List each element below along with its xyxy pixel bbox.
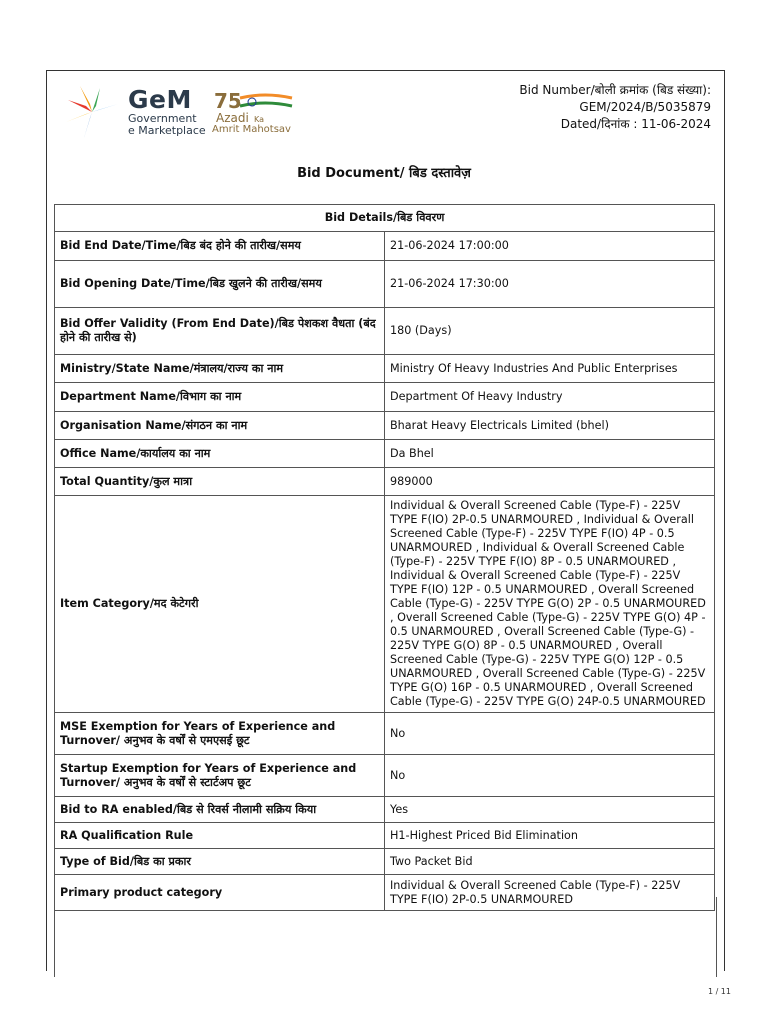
row-label: Startup Exemption for Years of Experience and Turnover/ अनुभव के वर्षों से स्टार्टअप छूट: [55, 755, 385, 797]
row-label: Total Quantity/कुल मात्रा: [55, 468, 385, 496]
table-row: [55, 468, 715, 496]
row-label: Office Name/कार्यालय का नाम: [55, 440, 385, 468]
row-label: MSE Exemption for Years of Experience and Turnover/ अनुभव के वर्षों से एमएसई छूट: [55, 713, 385, 755]
row-value: 989000: [385, 468, 715, 496]
dated-label: Dated/दिनांक :: [560, 117, 638, 131]
row-value: Bharat Heavy Electricals Limited (bhel): [385, 412, 715, 440]
row-value: Individual & Overall Screened Cable (Type-F) - 225V TYPE F(IO) 2P-0.5 UNARMOURED , Individual & Overall Screened Cable (Type-F) - 225V TYPE F(IO) 4P - 0.5 UNARMOURED , Individual & Overall Screened Cable (Type-F) - 225V TYPE F(IO) 8P - 0.5 UNARMOURED , Individual & Overall Screened Cable (Type-F) - 225V TYPE F(IO) 12P - 0.5 UNARMOURED , Overall Screened Cable (Type-G) - 225V TYPE G(O) 2P - 0.5 UNARMOURED , Overall Screened Cable (Type-G) - 225V TYPE G(O) 4P - 0.5 UNARMOURED , Overall Screened Cable (Type-G) - 225V TYPE G(O) 8P - 0.5 UNARMOURED , Overall Screened Cable (Type-G) - 225V TYPE G(O) 12P - 0.5 UNARMOURED , Overall Screened Cable (Type-G) - 225V TYPE G(O) 16P - 0.5 UNARMOURED , Overall Screened Cable (Type-G) - 225V TYPE G(O) 24P-0.5 UNARMOURED: [385, 496, 715, 713]
row-label: Type of Bid/बिड का प्रकार: [55, 849, 385, 875]
row-value: Ministry Of Heavy Industries And Public Enterprises: [385, 355, 715, 383]
row-label: Bid Opening Date/Time/बिड खुलने की तारीख/समय: [55, 261, 385, 308]
row-value: Da Bhel: [385, 440, 715, 468]
row-value: 21-06-2024 17:00:00: [385, 232, 715, 261]
bid-details-table: [54, 204, 715, 911]
row-value: Yes: [385, 797, 715, 823]
row-value: No: [385, 713, 715, 755]
table-row: [55, 355, 715, 383]
gem-line2: e Marketplace: [128, 124, 206, 137]
azadi-text: Azadi: [216, 111, 249, 125]
amrit-mahotsav-text: Amrit Mahotsav: [212, 124, 291, 134]
table-heading-row: [55, 205, 715, 232]
table-row: [55, 713, 715, 755]
gem-line1: Government: [128, 112, 197, 125]
table-row: [55, 496, 715, 713]
table-row: [55, 440, 715, 468]
row-label: Bid End Date/Time/बिड बंद होने की तारीख/समय: [55, 232, 385, 261]
page-number: 1 / 11: [707, 987, 731, 996]
table-row: [55, 849, 715, 875]
row-value: 21-06-2024 17:30:00: [385, 261, 715, 308]
row-label: Primary product category: [55, 875, 385, 911]
gem-brand-text: [128, 87, 206, 137]
table-continuation: [54, 897, 717, 977]
svg-text:75: 75: [214, 90, 242, 113]
dated-value: 11-06-2024: [641, 117, 711, 131]
row-label: Organisation Name/संगठन का नाम: [55, 412, 385, 440]
row-value: Department Of Heavy Industry: [385, 383, 715, 412]
row-label: Item Category/मद केटेगरी: [55, 496, 385, 713]
table-row: [55, 261, 715, 308]
table-row: [55, 383, 715, 412]
document-title: Bid Document/ बिड दस्तावेज़: [297, 166, 471, 181]
row-label: Department Name/विभाग का नाम: [55, 383, 385, 412]
table-row: [55, 308, 715, 355]
gem-brand: GeM: [128, 85, 192, 114]
dated-line: [519, 116, 711, 133]
bid-number-block: [519, 82, 711, 133]
row-value: H1-Highest Priced Bid Elimination: [385, 823, 715, 849]
row-value: Two Packet Bid: [385, 849, 715, 875]
row-label: Bid to RA enabled/बिड से रिवर्स नीलामी सक्रिय किया: [55, 797, 385, 823]
table-row: [55, 823, 715, 849]
row-label: Bid Offer Validity (From End Date)/बिड पेशकश वैधता (बंद होने की तारीख से): [55, 308, 385, 355]
row-label: RA Qualification Rule: [55, 823, 385, 849]
azadi-ka-text: Ka: [254, 115, 265, 124]
bid-number-label: Bid Number/बोली क्रमांक (बिड संख्या):: [519, 83, 711, 97]
table-heading: Bid Details/बिड विवरण: [55, 205, 715, 232]
row-value: No: [385, 755, 715, 797]
azadi-ka-amrit-mahotsav-logo-icon: [210, 90, 300, 134]
table-row: [55, 412, 715, 440]
table-row: [55, 232, 715, 261]
table-row: [55, 755, 715, 797]
row-label: Ministry/State Name/मंत्रालय/राज्य का नाम: [55, 355, 385, 383]
bid-number: GEM/2024/B/5035879: [579, 100, 711, 114]
row-value: 180 (Days): [385, 308, 715, 355]
table-row: [55, 797, 715, 823]
row-value: Individual & Overall Screened Cable (Type-F) - 225V TYPE F(IO) 2P-0.5 UNARMOURED: [385, 875, 715, 911]
